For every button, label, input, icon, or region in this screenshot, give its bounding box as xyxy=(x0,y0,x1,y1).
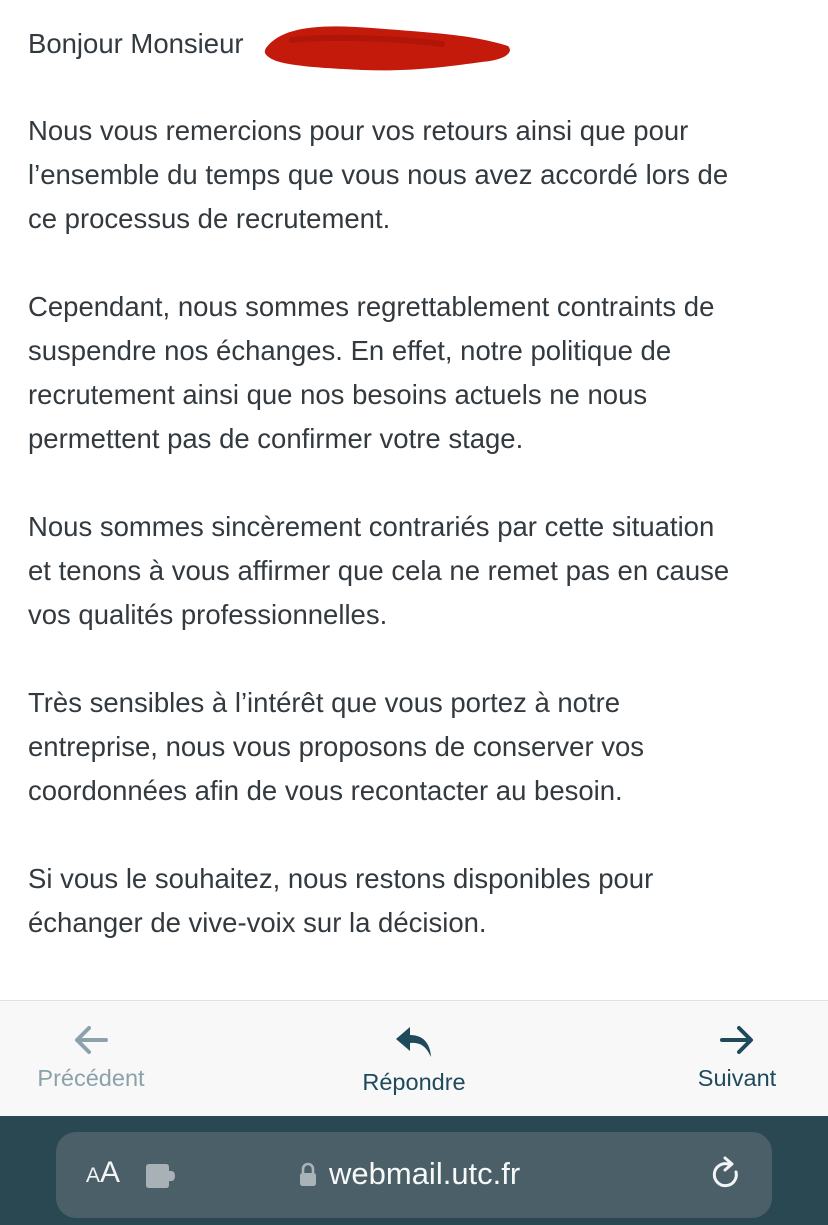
email-line: suspendre nos échanges. En effet, notre politique de xyxy=(28,335,672,366)
lock-icon xyxy=(298,1162,318,1188)
redaction-mark xyxy=(262,18,514,76)
reply-icon xyxy=(394,1025,434,1059)
email-greeting: Bonjour Monsieur xyxy=(28,28,244,59)
email-line: recrutement ainsi que nos besoins actuels ne nous xyxy=(28,379,648,410)
email-line: entreprise, nous vous proposons de conserver vos xyxy=(28,731,645,762)
email-paragraph-3 xyxy=(28,505,729,637)
reply-label: Répondre xyxy=(362,1069,466,1095)
previous-label: Précédent xyxy=(37,1065,145,1091)
email-line: Cependant, nous sommes regrettablement contraints de xyxy=(28,291,715,322)
arrow-right-icon xyxy=(719,1025,755,1055)
reply-button[interactable] xyxy=(344,1001,484,1117)
previous-button[interactable] xyxy=(20,1001,162,1117)
email-paragraph-4 xyxy=(28,681,644,813)
email-paragraph-5 xyxy=(28,857,653,945)
arrow-left-icon xyxy=(73,1025,109,1055)
text-size-button[interactable] xyxy=(86,1156,120,1190)
email-paragraph-1 xyxy=(28,109,728,241)
email-line: l’ensemble du temps que vous nous avez accordé lors de xyxy=(28,159,729,190)
text-size-small: A xyxy=(86,1164,101,1187)
email-line: Nous sommes sincèrement contrariés par cette situation xyxy=(28,511,715,542)
url-text: webmail.utc.fr xyxy=(329,1156,521,1191)
text-size-large: A xyxy=(100,1156,121,1189)
email-paragraph-2 xyxy=(28,285,714,461)
reload-icon[interactable] xyxy=(708,1156,744,1194)
address-bar[interactable] xyxy=(56,1132,772,1218)
email-line: Nous vous remercions pour vos retours ainsi que pour xyxy=(28,115,689,146)
email-line: coordonnées afin de vous recontacter au besoin. xyxy=(28,775,623,806)
message-nav-bar xyxy=(0,1000,828,1116)
browser-toolbar xyxy=(0,1116,828,1225)
email-line: échanger de vive-voix sur la décision. xyxy=(28,907,487,938)
email-line: et tenons à vous affirmer que cela ne remet pas en cause xyxy=(28,555,730,586)
next-button[interactable] xyxy=(680,1001,794,1117)
email-line: Très sensibles à l’intérêt que vous portez à notre xyxy=(28,687,621,718)
email-line: ce processus de recrutement. xyxy=(28,203,391,234)
email-line: permettent pas de confirmer votre stage. xyxy=(28,423,524,454)
puzzle-icon[interactable] xyxy=(144,1161,178,1191)
email-line: Si vous le souhaitez, nous restons disponibles pour xyxy=(28,863,654,894)
next-label: Suivant xyxy=(697,1065,777,1091)
email-line: vos qualités professionnelles. xyxy=(28,599,388,630)
